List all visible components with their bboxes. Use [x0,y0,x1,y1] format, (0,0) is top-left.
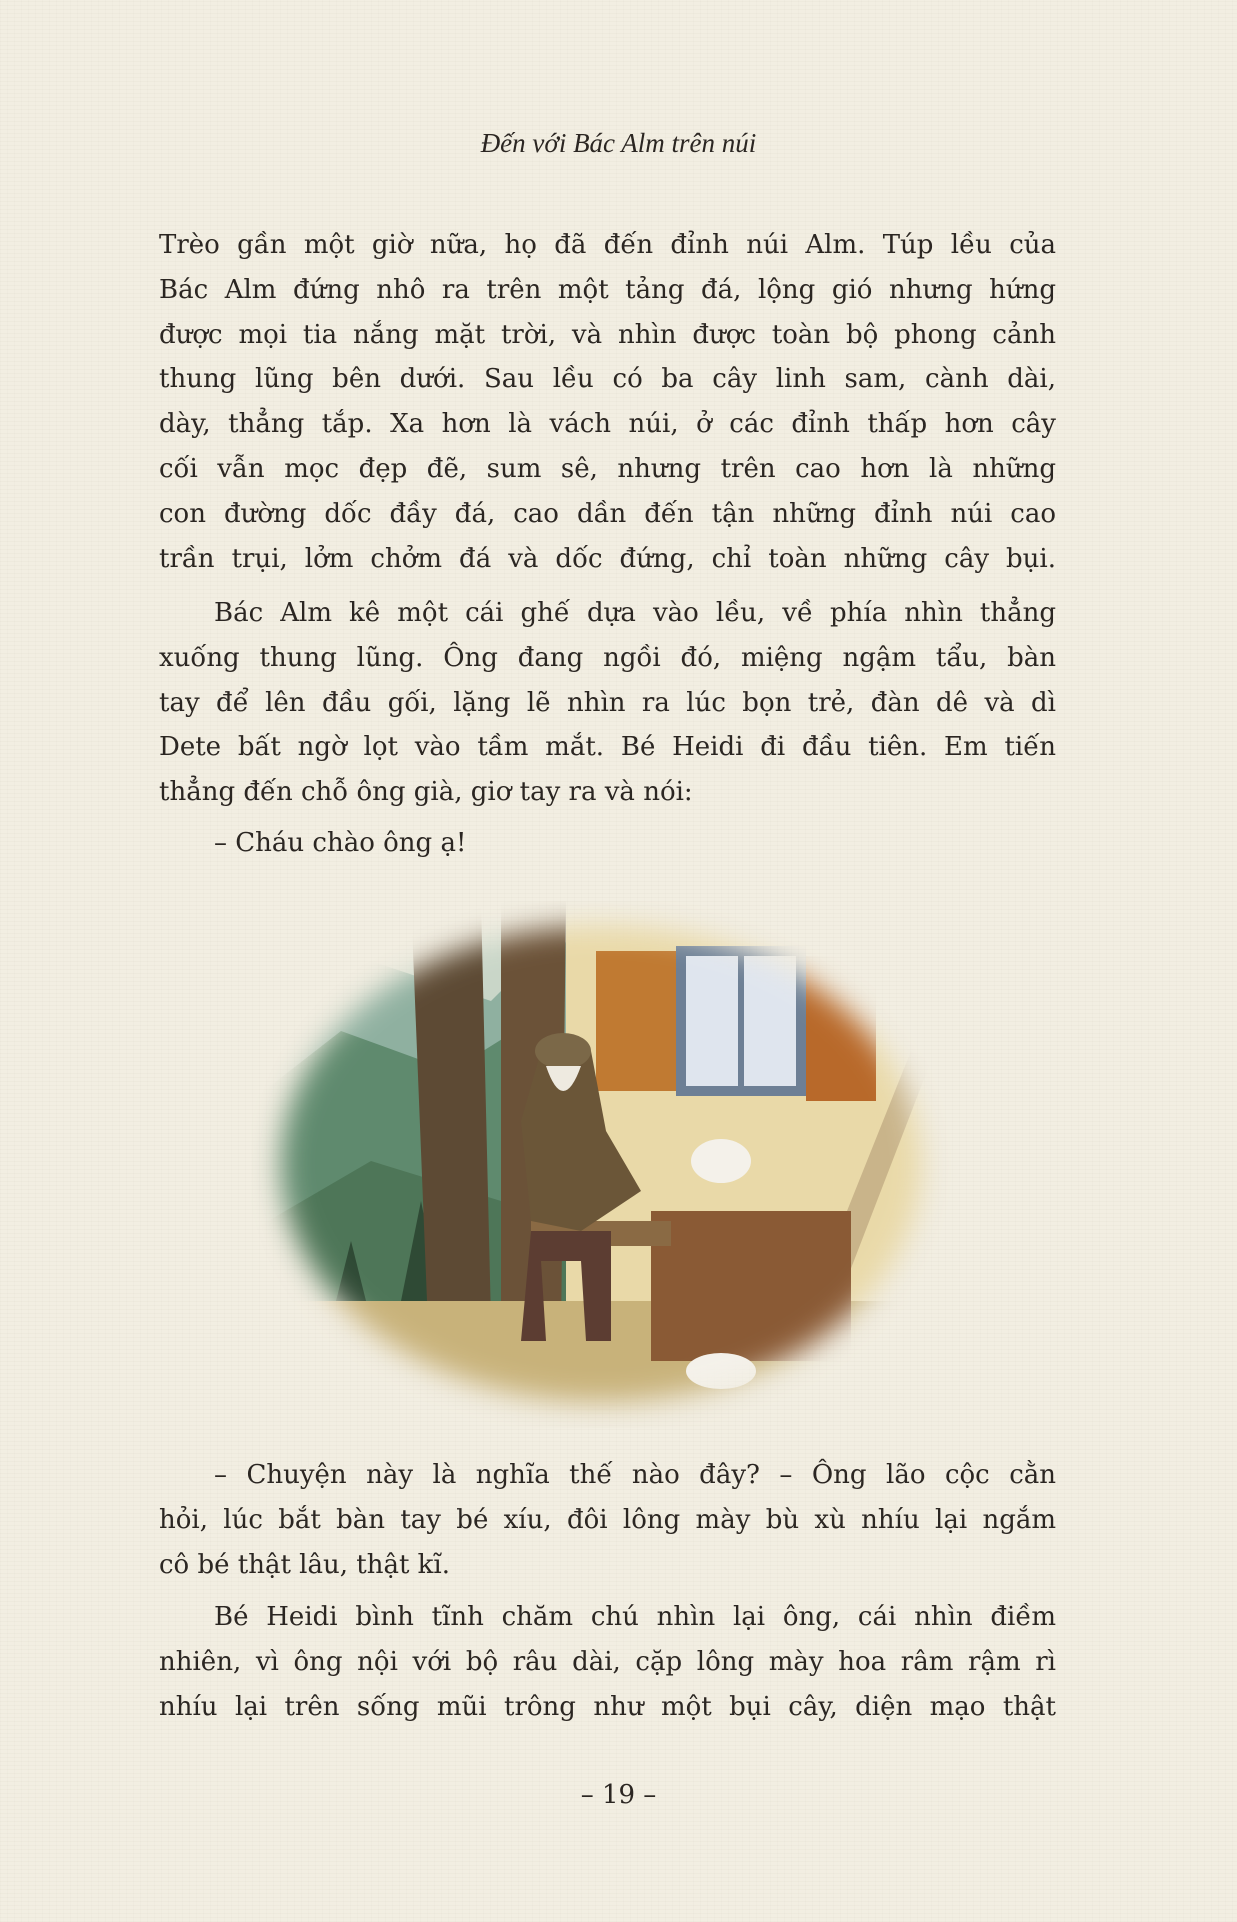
text-line: nhiên, vì ông nội với bộ râu dài, cặp lông mày hoa râm rậm rì [159,1646,1056,1677]
text-line: Bé Heidi bình tĩnh chăm chú nhìn lại ông, cái nhìn điềm [214,1602,1056,1632]
dialogue-greeting [159,821,1056,866]
woodpile [651,1211,851,1361]
page-number: – 19 – [580,1780,657,1810]
text-line: cối vẫn mọc đẹp đẽ, sum sê, nhưng trên cao hơn là những [159,453,1056,484]
text-line: cô bé thật lâu, thật kĩ. [159,1549,451,1580]
chicken [691,1139,751,1183]
text-line: thung lũng bên dưới. Sau lều có ba cây linh sam, cành dài, [159,364,1056,395]
text-line: nhíu lại trên sống mũi trông như một bụi cây, diện mạo thật [159,1691,1056,1722]
text-line: Bác Alm kê một cái ghế dựa vào lều, về phía nhìn thẳng [214,598,1056,628]
paragraph-3 [159,1453,1056,1587]
text-line: tay để lên đầu gối, lặng lẽ nhìn ra lúc bọn trẻ, đàn dê và dì [159,687,1056,718]
illustration-old-man-by-hut [251,901,951,1428]
text-line: Bác Alm đứng nhô ra trên một tảng đá, lộng gió nhưng hứng [159,274,1056,305]
text-line: trần trụi, lởm chởm đá và dốc đứng, chỉ toàn những cây bụi. [159,543,1056,574]
text-line: Trèo gần một giờ nữa, họ đã đến đỉnh núi Alm. Túp lều của [159,230,1056,260]
text-line: – Chuyện này là nghĩa thế nào đây? – Ông lão cộc cằn [214,1460,1056,1490]
text-line: được mọi tia nắng mặt trời, và nhìn được toàn bộ phong cảnh [159,319,1056,350]
text-line: thẳng đến chỗ ông già, giơ tay ra và nói: [159,777,693,808]
text-line: – Cháu chào ông ạ! [214,828,467,858]
text-line: dày, thẳng tắp. Xa hơn là vách núi, ở các đỉnh thấp hơn cây [159,409,1056,440]
text-line: Dete bất ngờ lọt vào tầm mắt. Bé Heidi đi đầu tiên. Em tiến [159,732,1056,763]
chicken [686,1353,756,1389]
chapter-running-header: Đến với Bác Alm trên núi [480,128,757,158]
paragraph-2 [159,591,1056,815]
text-line: hỏi, lúc bắt bàn tay bé xíu, đôi lông mày bù xù nhíu lại ngắm [159,1504,1056,1535]
paragraph-4 [159,1595,1056,1729]
paragraph-1 [159,223,1056,581]
text-line: con đường dốc đầy đá, cao dần đến tận những đỉnh núi cao [159,498,1056,529]
text-line: xuống thung lũng. Ông đang ngồi đó, miệng ngậm tẩu, bàn [159,642,1056,673]
